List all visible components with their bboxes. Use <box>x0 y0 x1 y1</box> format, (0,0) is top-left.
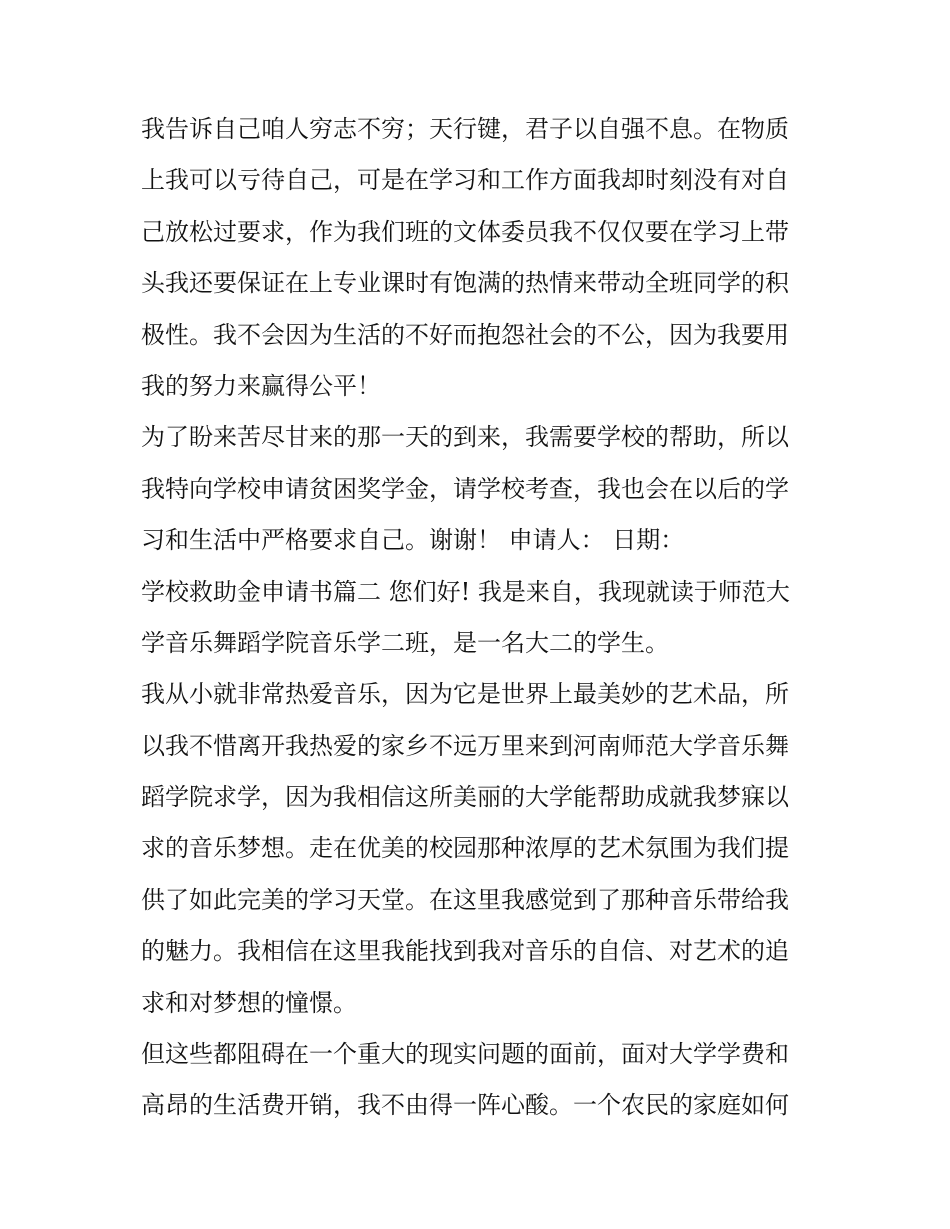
text-line-20: 高昂的生活费开销，我不由得一阵心酸。一个农民的家庭如何 <box>141 1091 789 1120</box>
text-line-7: 为了盼来苦尽甘来的那一天的到来，我需要学校的帮助，所以 <box>141 423 789 452</box>
body-text <box>141 108 813 1136</box>
text-line-12: 我从小就非常热爱音乐，因为它是世界上最美妙的艺术品，所 <box>141 680 789 709</box>
text-line-18: 求和对梦想的憧憬。 <box>141 988 357 1017</box>
text-line-17: 的魅力。我相信在这里我能找到我对音乐的自信、对艺术的追 <box>141 937 789 966</box>
text-line-16: 供了如此完美的学习天堂。在这里我感觉到了那种音乐带给我 <box>141 885 789 914</box>
text-line-13: 以我不惜离开我热爱的家乡不远万里来到河南师范大学音乐舞 <box>141 731 789 760</box>
text-line-3: 己放松过要求，作为我们班的文体委员我不仅仅要在学习上带 <box>141 217 789 246</box>
text-line-4: 头我还要保证在上专业课时有饱满的热情来带动全班同学的积 <box>141 269 789 298</box>
text-line-19: 但这些都阻碍在一个重大的现实问题的面前，面对大学学费和 <box>141 1040 789 1069</box>
text-line-15: 求的音乐梦想。走在优美的校园那种浓厚的艺术氛围为我们提 <box>141 834 789 863</box>
text-line-1: 我告诉自己咱人穷志不穷；天行键，君子以自强不息。在物质 <box>141 115 789 143</box>
text-line-11: 学音乐舞蹈学院音乐学二班，是一名大二的学生。 <box>141 628 669 657</box>
text-line-2: 上我可以亏待自己，可是在学习和工作方面我却时刻没有对自 <box>141 166 789 195</box>
text-line-9: 习和生活中严格要求自己。谢谢！ 申请人： 日期： <box>141 526 685 555</box>
text-line-8: 我特向学校申请贫困奖学金，请学校考查，我也会在以后的学 <box>141 474 789 503</box>
text-line-14: 蹈学院求学，因为我相信这所美丽的大学能帮助成就我梦寐以 <box>141 783 789 812</box>
text-line-10: 学校救助金申请书篇二 您们好! 我是来自，我现就读于师范大 <box>141 577 790 606</box>
text-line-6: 我的努力来赢得公平！ <box>141 371 381 400</box>
text-line-5: 极性。我不会因为生活的不好而抱怨社会的不公，因为我要用 <box>141 320 789 349</box>
